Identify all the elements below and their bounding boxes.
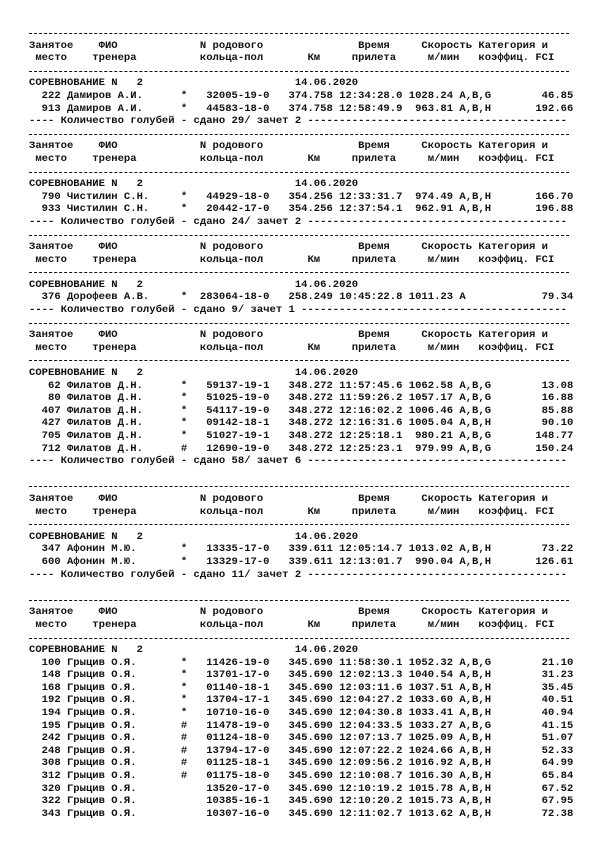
column-header-line-1: Занятое ФИО N родового Время Скорость Категория и [29, 606, 548, 619]
result-row: 195 Грыцив О.Я. # 11478-19-0 345.690 12:04:33.5 1033.27 A,B,G 41.15 [29, 719, 574, 732]
competition-label: СОРЕВНОВАНИЕ N 2 14.06.2020 [29, 178, 359, 191]
result-row: 705 Филатов Д.Н. * 51027-19-1 348.272 12:25:18.1 980.21 A,B,G 148.77 [29, 430, 574, 442]
result-row: 242 Грыцив О.Я. # 01124-18-0 345.690 12:07:13.7 1025.09 A,B,H 51.07 [29, 732, 574, 745]
result-row: 80 Филатов Д.Н. * 51025-19-0 348.272 11:59:26.2 1057.17 A,B,G 16.88 [29, 392, 574, 405]
block-summary: ---- Количество голубей - сдано 24/ зачет 2 ----------------------------------------- [29, 215, 567, 228]
result-row: 347 Афонин М.Ю. * 13335-17-0 339.611 12:05:14.7 1013.02 A,B,H 73.22 [29, 543, 574, 556]
result-row: 168 Грыцив О.Я. * 01140-18-1 345.690 12:03:11.6 1037.51 A,B,H 35.45 [29, 681, 574, 694]
column-header-line-1: Занятое ФИО N родового Время Скорость Категория и [29, 241, 548, 254]
separator-rule [29, 266, 600, 279]
result-row: 312 Грыцив О.Я. # 01175-18-0 345.690 12:10:08.7 1016.30 A,B,H 65.84 [29, 770, 574, 783]
result-row: 308 Грыцив О.Я. # 01125-18-1 345.690 12:09:56.2 1016.92 A,B,H 64.99 [29, 757, 574, 770]
column-header-line-2: место тренера кольца-пол Км прилета м/мин коэффиц. FCI [29, 618, 555, 631]
block-summary: ---- Количество голубей - сдано 11/ зачет 2 ----------------------------------------- [29, 568, 567, 581]
competition-label: СОРЕВНОВАНИЕ N 2 14.06.2020 [29, 367, 359, 380]
competition-label: СОРЕВНОВАНИЕ N 2 14.06.2020 [29, 77, 359, 90]
column-header-line-2: место тренера кольца-пол Км прилета м/мин коэффиц. FCI [29, 341, 555, 354]
column-header-line-1: Занятое ФИО N родового Время Скорость Категория и [29, 39, 548, 52]
separator-rule [29, 128, 600, 141]
column-header-line-1: Занятое ФИО N родового Время Скорость Категория и [29, 492, 548, 505]
result-row: 933 Чистилин С.Н. * 20442-17-0 354.256 12:37:54.1 962.91 A,B,H 196.88 [29, 203, 574, 216]
result-row: 790 Чистилин С.Н. * 44929-18-0 354.256 12:33:31.7 974.49 A,B,H 166.70 [29, 190, 574, 203]
result-row: 343 Грыцив О.Я. 10307-16-0 345.690 12:11:02.7 1013.62 A,B,H 72.38 [29, 807, 574, 820]
result-row: 100 Грыцив О.Я. * 11426-19-0 345.690 11:58:30.1 1052.32 A,B,G 21.10 [29, 656, 574, 669]
result-row: 222 Дамиров А.И. * 32005-19-0 374.758 12:34:28.0 1028.24 A,B,G 46.85 [29, 89, 574, 102]
column-header-line-2: место тренера кольца-пол Км прилета м/мин коэффиц. FCI [29, 505, 555, 518]
separator-rule [29, 27, 600, 40]
competition-label: СОРЕВНОВАНИЕ N 2 14.06.2020 [29, 278, 359, 291]
result-row: 322 Грыцив О.Я. 10385-16-1 345.690 12:10:20.2 1015.73 A,B,H 67.95 [29, 795, 574, 808]
competition-label: СОРЕВНОВАНИЕ N 2 14.06.2020 [29, 530, 359, 543]
result-row: 148 Грыцив О.Я. * 13701-17-0 345.690 12:02:13.3 1040.54 A,B,H 31.23 [29, 669, 574, 682]
blank-line [29, 581, 600, 594]
result-row: 600 Афонин М.Ю. * 13329-17-0 339.611 12:13:01.7 990.04 A,B,H 126.61 [29, 555, 574, 568]
column-header-line-1: Занятое ФИО N родового Время Скорость Категория и [29, 329, 548, 342]
separator-rule [29, 65, 600, 78]
result-row: 62 Филатов Д.Н. * 59137-19-1 348.272 11:57:45.6 1062.58 A,B,G 13.08 [29, 379, 574, 392]
column-header-line-2: место тренера кольца-пол Км прилета м/мин коэффиц. FCI [29, 253, 555, 266]
result-row: 913 Дамиров А.И. * 44583-18-0 374.758 12:58:49.9 963.81 A,B,H 192.66 [29, 102, 574, 115]
result-row: 320 Грыцив О.Я. 13520-17-0 345.690 12:10:19.2 1015.78 A,B,H 67.52 [29, 782, 574, 795]
block-summary: ---- Количество голубей - сдано 29/ зачет 2 ----------------------------------------- [29, 115, 567, 128]
result-row: 712 Филатов Д.Н. # 12690-19-0 348.272 12:25:23.1 979.99 A,B,G 150.24 [29, 442, 574, 455]
column-header-line-2: место тренера кольца-пол Км прилета м/мин коэффиц. FCI [29, 52, 555, 65]
result-row: 192 Грыцив О.Я. * 13704-17-1 345.690 12:04:27.2 1033.60 A,B,H 40.51 [29, 694, 574, 707]
blank-line [29, 468, 600, 481]
separator-rule [29, 317, 600, 330]
result-row: 194 Грыцив О.Я. * 10710-16-0 345.690 12:04:30.8 1033.41 A,B,H 40.94 [29, 707, 574, 720]
column-header-line-1: Занятое ФИО N родового Время Скорость Категория и [29, 140, 548, 153]
result-row: 248 Грыцив О.Я. # 13794-17-0 345.690 12:07:22.2 1024.66 A,B,H 52.33 [29, 744, 574, 757]
block-summary: ---- Количество голубей - сдано 9/ зачет 1 ------------------------------------------ [29, 304, 567, 317]
separator-rule [29, 480, 600, 493]
result-row: 376 Дорофеев А.В. * 283064-18-0 258.249 10:45:22.8 1011.23 A 79.34 [29, 291, 574, 304]
separator-rule [29, 166, 600, 179]
separator-rule [29, 518, 600, 531]
block-summary: ---- Количество голубей - сдано 58/ зачет 6 ----------------------------------------- [29, 455, 567, 468]
competition-label: СОРЕВНОВАНИЕ N 2 14.06.2020 [29, 644, 359, 657]
separator-rule [29, 229, 600, 242]
result-row: 427 Филатов Д.Н. * 09142-18-1 348.272 12:16:31.6 1005.04 A,B,H 90.10 [29, 417, 574, 430]
separator-rule [29, 632, 600, 645]
separator-rule [29, 354, 600, 367]
result-row: 407 Филатов Д.Н. * 54117-19-0 348.272 12:16:02.2 1006.46 A,B,G 85.88 [29, 404, 574, 417]
column-header-line-2: место тренера кольца-пол Км прилета м/мин коэффиц. FCI [29, 152, 555, 165]
separator-rule [29, 594, 600, 607]
